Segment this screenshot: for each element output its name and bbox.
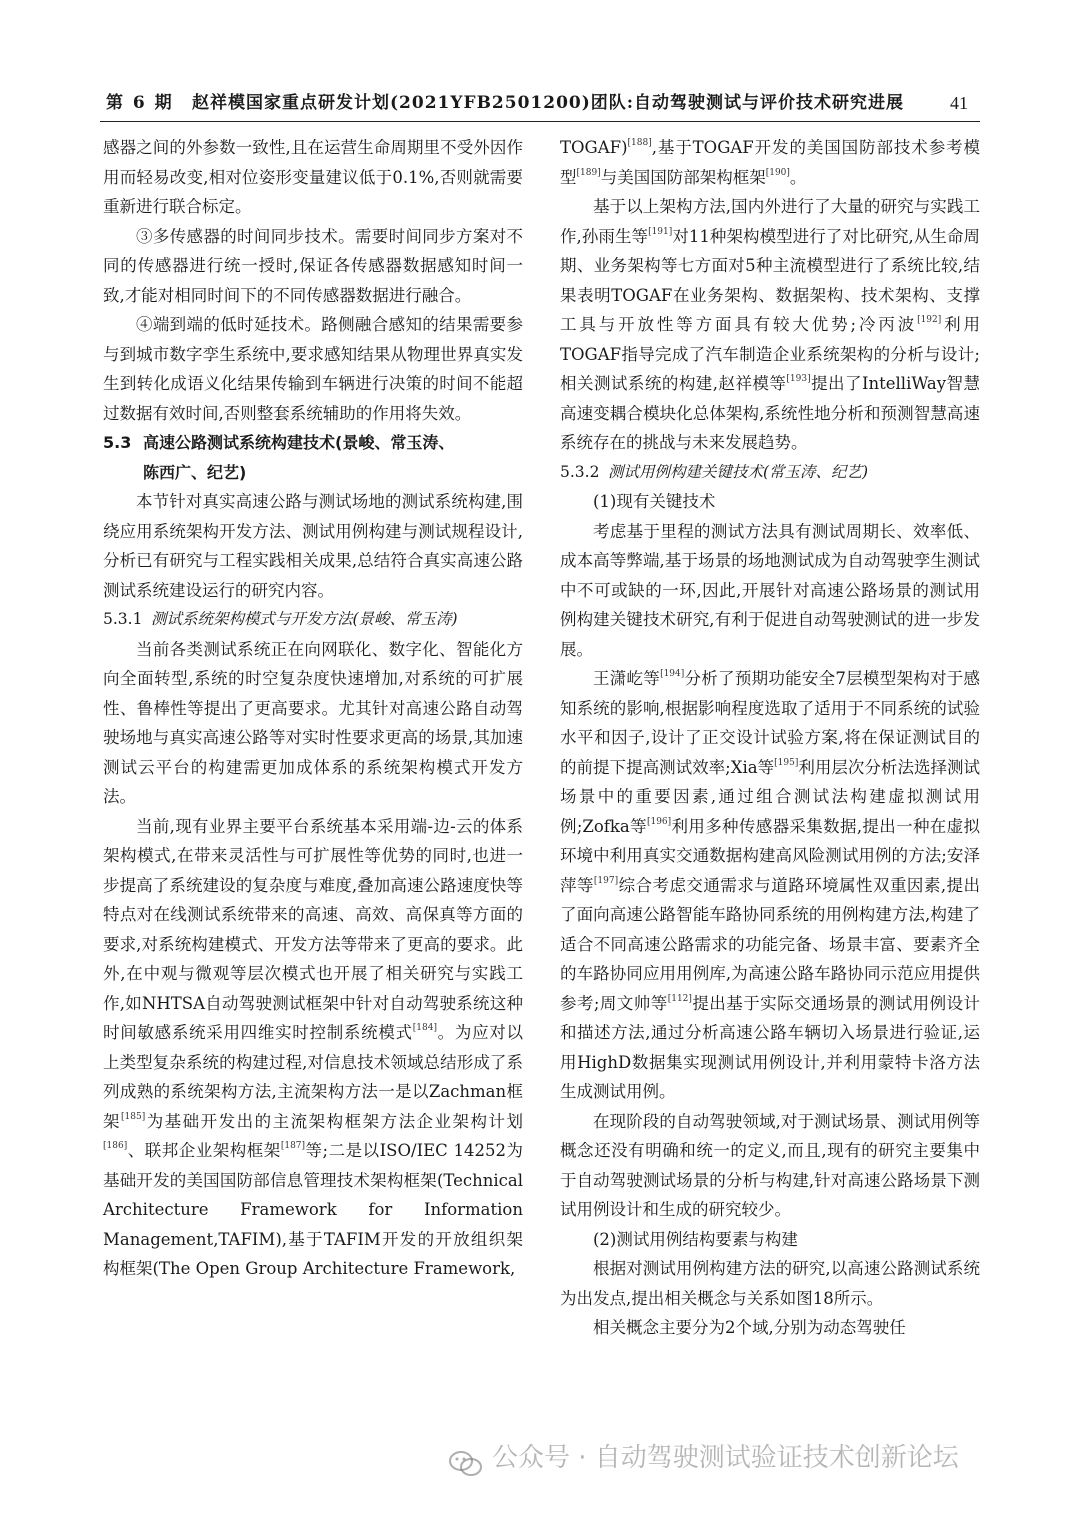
text-run: 综合考虑交通需求与道路环境属性双重因素,提出了面向高速公路智能车路协同系统的用例构建方法,构建了适合不同高速公路需求的功能完备、场景丰富、要素齐全的车路协同应用用例库,为高速公路车路协同示范应用提供参考;周文帅等 [560,875,980,1013]
text-run: 基于以上架构方法,国内外进行了大量的研究与实践工作,孙雨生等 [560,197,980,246]
text-run: 王潇屹等 [593,669,661,688]
text-run: 分析了预期功能安全7层模型架构对于感知系统的影响,根据影响程度选取了适用于不同系统的试验水平和因子,设计了正交设计试验方案,将在保证测试目的的前提下提高测试效率;Xia等 [560,669,981,777]
citation: [196] [646,816,672,827]
subsection-number: 5.3.1 [103,610,143,628]
subsection-title: 测试系统架构模式与开发方法(景峻、常玉涛) [151,610,458,628]
section-title: 高速公路测试系统构建技术(景峻、常玉涛、 [143,433,455,452]
text-run: 与美国国防部架构框架 [600,167,766,187]
citation: [195] [774,757,799,768]
paragraph: 相关概念主要分为2个域,分别为动态驾驶任 [593,1318,906,1337]
text-run: 提出了IntelliWay智慧高速变耦合模块化总体架构,系统性地分析和预测智慧高速系统存在的挑战与未来发展趋势。 [560,374,980,452]
subsection-title: 测试用例构建关键技术(常玉涛、纪艺) [608,462,869,481]
text-run: 。 [789,167,807,187]
subsection-number: 5.3.2 [560,462,600,481]
citation: [197] [593,875,619,886]
right-column [560,133,980,1343]
citation: [188] [627,138,652,148]
left-column [103,133,523,1284]
paragraph [103,812,523,1284]
paragraph: 考虑基于里程的测试方法具有测试周期长、效率低、成本高等弊端,基于场景的场地测试成为自动驾驶孪生测试中不可或缺的一环,因此,开展针对高速公路场景的测试用例构建关键技术研究,有利于促进自动驾驶测试的进一步发展。 [560,521,980,659]
page-number: 41 [950,93,968,113]
paragraph: 本节针对真实高速公路与测试场地的测试系统构建,围绕应用系统架构开发方法、测试用例构建与测试规程设计,分析已有研究与工程实践相关成果,总结符合真实高速公路测试系统建设运行的研究内容。 [103,492,523,600]
text-run: 利用层次分析法选择测试场景中的重要因素,通过组合测试法构建虚拟测试用例;Zofka等 [560,757,981,836]
running-header [100,88,980,122]
subsection-heading-5-3-1 [103,605,523,635]
text-run: 为基础开发出的主流架构框架方法企业架构计划 [145,1111,524,1131]
paragraph: ④端到端的低时延技术。路侧融合感知的结果需要参与到城市数字孪生系统中,要求感知结果从物理世界真实发生到转化成语义化结果传输到车辆进行决策的时间不能超过数据有效时间,否则整套系统辅助的作用将失效。 [103,315,523,423]
citation: [192] [917,315,942,325]
text-run: ,基于TOGAF开发的美国国防部技术参考模型 [560,138,980,187]
watermark-text: 公众号 · 自动驾驶测试验证技术创新论坛 [492,1443,959,1473]
text-run: 等;二是以ISO/IEC 14252为基础开发的美国国防部信息管理技术架构框架(Technical Architecture Framework for Information Management,TAFIM),基于TAFIM开发的开放组织架构框架(The Open Group Architecture Framework, [103,1141,524,1278]
citation: [193] [786,374,811,384]
paragraph: 在现阶段的自动驾驶领域,对于测试场景、测试用例等概念还没有明确和统一的定义,而且,现有的研究主要集中于自动驾驶测试场景的分析与构建,针对高速公路场景下测试用例设计和生成的研究较少。 [560,1111,980,1219]
citation: [184] [412,1023,437,1033]
paragraph [560,192,980,458]
text-run: 、联邦企业架构框架 [127,1141,281,1160]
text-run: 利用TOGAF指导完成了汽车制造企业系统架构的分析与设计;相关测试系统的构建,赵祥模等 [560,315,981,393]
watermark [448,1433,1068,1483]
wechat-icon [448,1445,484,1473]
text-run: 。为应对以上类型复杂系统的构建过程,对信息技术领域总结形成了系列成熟的系统架构方法,主流架构方法一是以Zachman框架 [103,1023,524,1131]
header-rule [100,121,980,122]
citation: [191] [648,226,673,237]
running-title: 赵祥模国家重点研发计划(2021YFB2501200)团队:自动驾驶测试与评价技术研究进展 [192,93,905,113]
section-number: 5.3 [103,433,132,452]
sub-heading: (2)测试用例结构要素与构建 [593,1229,798,1249]
text-run: 当前,现有业界主要平台系统基本采用端-边-云的体系架构模式,在带来灵活性与可扩展性等优势的同时,也进一步提高了系统建设的复杂度与难度,叠加高速公路速度快等特点对在线测试系统带来的高速、高效、高保真等方面的要求,对系统构建模式、开发方法等带来了更高的要求。此外,在中观与微观等层次模式也开展了相关研究与实践工作,如NHTSA自动驾驶测试框架中针对自动驾驶系统这种时间敏感系统采用四维实时控制系统模式 [103,816,523,1042]
subsection-heading-5-3-2 [560,458,980,488]
citation: [186] [103,1141,128,1151]
section-title-continued: 陈西广、纪艺) [143,462,247,482]
citation: [185] [121,1111,146,1122]
citation: [194] [660,669,685,679]
paragraph [560,664,980,1107]
citation: [190] [765,167,790,178]
citation: [187] [280,1141,306,1151]
sub-heading: (1)现有关键技术 [593,492,716,511]
paragraph [560,133,980,192]
citation: [112] [667,993,692,1004]
text-run: 对11种架构模型进行了对比研究,从生命周期、业务架构等七方面对5种主流模型进行了系统比较,结果表明TOGAF在业务架构、数据架构、技术架构、支撑工具与开放性等方面具有较大优势;冷丙波 [560,226,980,334]
text-run: 利用多种传感器采集数据,提出一种在虚拟环境中利用真实交通数据构建高风险测试用例的方法;安泽萍等 [560,816,980,895]
paragraph: 当前各类测试系统正在向网联化、数字化、智能化方向全面转型,系统的时空复杂度快速增加,对系统的可扩展性、鲁棒性等提出了更高要求。尤其针对高速公路自动驾驶场地与真实高速公路等对实时性要求更高的场景,其加速测试云平台的构建需更加成体系的系统架构模式开发方法。 [103,639,523,806]
text-run: TOGAF) [560,138,628,157]
paragraph: ③多传感器的时间同步技术。需要时间同步方案对不同的传感器进行统一授时,保证各传感器数据感知时间一致,才能对相同时间下的不同传感器数据进行融合。 [103,226,523,305]
paragraph: 根据对测试用例构建方法的研究,以高速公路测试系统为出发点,提出相关概念与关系如图18所示。 [560,1259,980,1308]
paragraph: 感器之间的外参数一致性,且在运营生命周期里不受外因作用而轻易改变,相对位姿形变量建议低于0.1%,否则就需要重新进行联合标定。 [103,138,523,216]
section-heading-5-3 [103,428,523,487]
issue-number: 第 6 期 [106,93,174,113]
text-run: 提出基于实际交通场景的测试用例设计和描述方法,通过分析高速公路车辆切入场景进行验证,运用HighD数据集实现测试用例设计,并利用蒙特卡洛方法生成测试用例。 [560,993,981,1101]
citation: [189] [576,167,601,178]
